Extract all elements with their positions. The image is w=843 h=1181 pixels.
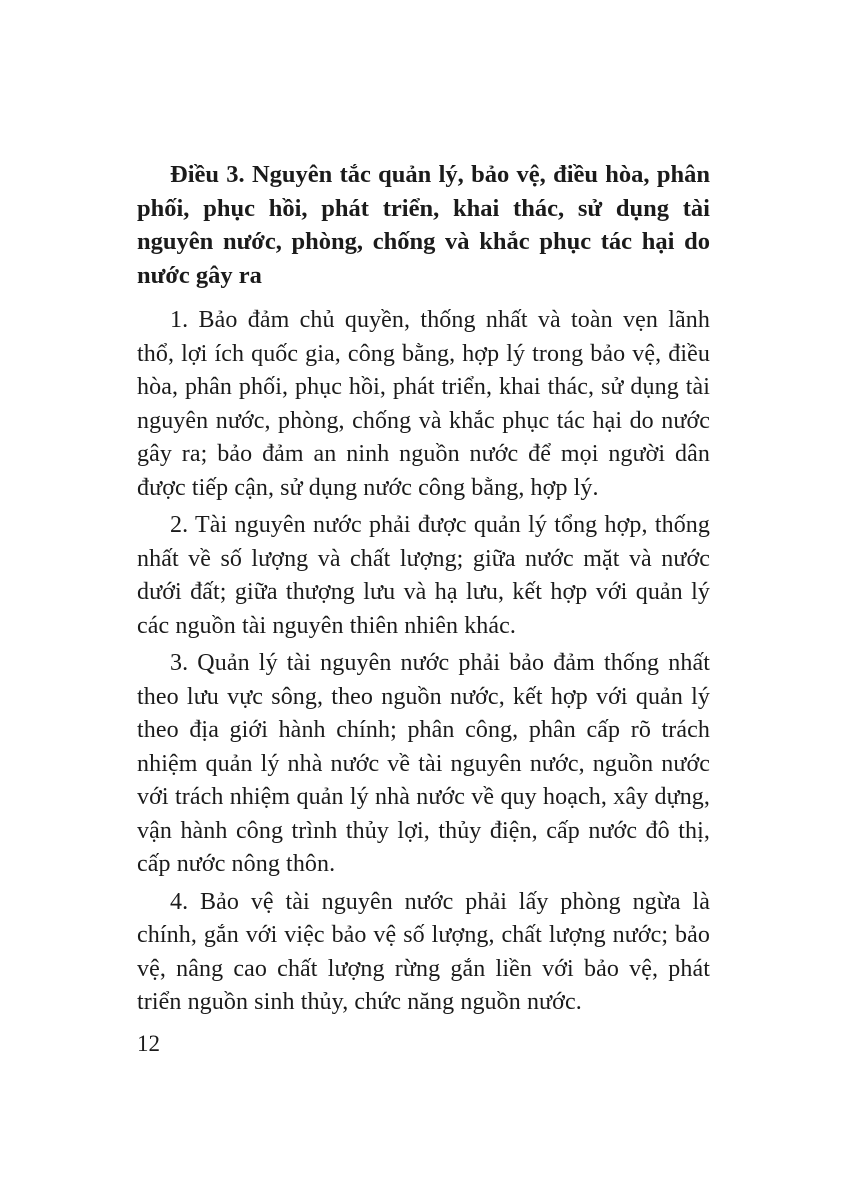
article-paragraph-1: 1. Bảo đảm chủ quyền, thống nhất và toàn vẹn lãnh thổ, lợi ích quốc gia, công bằng, hợp lý trong bảo vệ, điều hòa, phân phối, phục hồi, phát triển, khai thác, sử dụng tài nguyên nước, phòng, chống và khắc phục tác hại do nước gây ra; bảo đảm an ninh nguồn nước để mọi người dân được tiếp cận, sử dụng nước công bằng, hợp lý. (137, 307, 710, 501)
article-paragraph-3: 3. Quản lý tài nguyên nước phải bảo đảm thống nhất theo lưu vực sông, theo nguồn nước, kết hợp với quản lý theo địa giới hành chính; phân công, phân cấp rõ trách nhiệm quản lý nhà nước về tài nguyên nước, nguồn nước với trách nhiệm quản lý nhà nước về quy hoạch, xây dựng, vận hành công trình thủy lợi, thủy điện, cấp nước đô thị, cấp nước nông thôn. (137, 650, 710, 877)
page-number: 12 (137, 1031, 160, 1056)
article-body (137, 158, 710, 1024)
article-heading: Điều 3. Nguyên tắc quản lý, bảo vệ, điều hòa, phân phối, phục hồi, phát triển, khai thác, sử dụng tài nguyên nước, phòng, chống và khắc phục tác hại do nước gây ra (137, 161, 710, 289)
article-paragraph-4: 4. Bảo vệ tài nguyên nước phải lấy phòng ngừa là chính, gắn với việc bảo vệ số lượng, chất lượng nước; bảo vệ, nâng cao chất lượng rừng gắn liền với bảo vệ, phát triển nguồn sinh thủy, chức năng nguồn nước. (137, 888, 710, 1015)
article-paragraph-2: 2. Tài nguyên nước phải được quản lý tổng hợp, thống nhất về số lượng và chất lượng; giữa nước mặt và nước dưới đất; giữa thượng lưu và hạ lưu, kết hợp với quản lý các nguồn tài nguyên thiên nhiên khác. (137, 512, 710, 639)
